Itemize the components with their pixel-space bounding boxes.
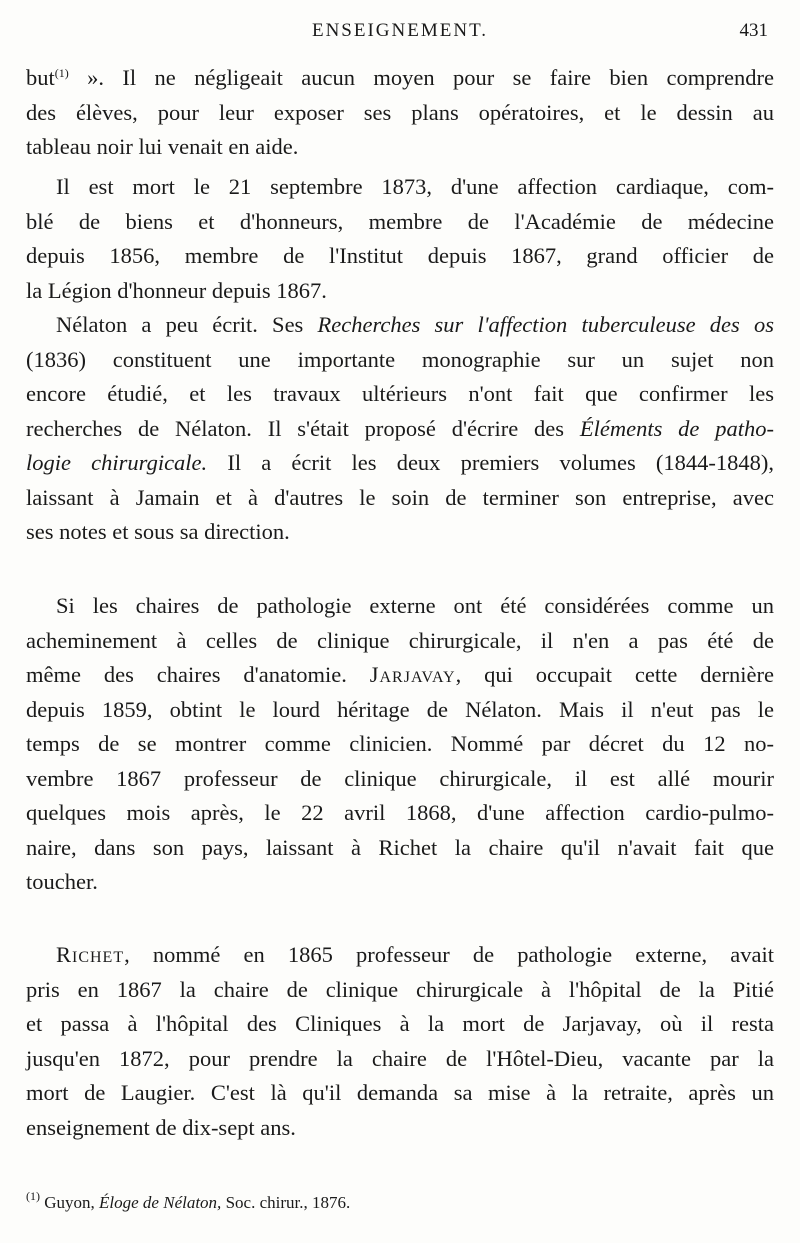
text-line: pris en 1867 la chaire de clinique chirurgicale à l'hôpital de la Pitié (26, 976, 774, 1002)
text-line: jusqu'en 1872, pour prendre la chaire de l'Hôtel-Dieu, vacante par la (26, 1045, 774, 1071)
text-line: des élèves, pour leur exposer ses plans opératoires, et le dessin au (26, 99, 774, 125)
text-line: naire, dans son pays, laissant à Richet la chaire qu'il n'avait fait que (26, 834, 774, 860)
text-line: ses notes et sous sa direction. (26, 519, 290, 544)
page-header (0, 20, 800, 52)
text-line: recherches de Nélaton. Il s'était proposé d'écrire des Éléments de patho- (26, 415, 774, 441)
text-line: mort de Laugier. C'est là qu'il demanda sa mise à la retraite, après un (26, 1080, 774, 1105)
text-line: acheminement à celles de clinique chirurgicale, il n'en a pas été de (26, 627, 774, 653)
text-line: but$^{(1)}$ ». Il ne négligeait aucun moyen pour se faire bien comprendre (26, 65, 774, 90)
book-title: Recherches sur l'affection tuberculeuse des os (317, 312, 774, 337)
text-line: quelques mois après, le 22 avril 1868, d'une affection cardio-pulmo- (26, 800, 774, 825)
text-line: Il est mort le 21 septembre 1873, d'une affection cardiaque, com- (56, 174, 774, 199)
text-line: Richet, nommé en 1865 professeur de pathologie externe, avait (56, 942, 774, 967)
footnote: $^{(1)}$ Guyon, Éloge de Nélaton, Soc. chirur., 1876. (26, 1189, 351, 1212)
text-line: toucher. (26, 869, 98, 894)
text-line: (1836) constituent une importante monographie sur un sujet non (26, 346, 774, 372)
paragraph-5 (26, 938, 774, 1145)
running-head: ENSEIGNEMENT. (311, 20, 489, 41)
person-name: Richet (56, 942, 125, 967)
text-line: logie chirurgicale. Il a écrit les deux premiers volumes (1844-1848), (26, 450, 774, 475)
text-line: laissant à Jamain et à d'autres le soin de terminer son entreprise, avec (26, 484, 774, 510)
text-line: temps de se montrer comme clinicien. Nommé par décret du 12 no- (26, 731, 774, 756)
text-line: et passa à l'hôpital des Cliniques à la mort de Jarjavay, où il resta (26, 1011, 774, 1036)
footnote-title: Éloge de Nélaton, (99, 1193, 222, 1212)
book-title: Éléments de patho- (579, 415, 774, 441)
paragraph-2 (26, 170, 774, 308)
book-title: logie chirurgicale. (26, 450, 208, 475)
text-line: depuis 1859, obtint le lourd héritage de Nélaton. Mais il n'eut pas le (26, 696, 774, 722)
footnote-ref: (1) (54, 66, 69, 80)
paragraph-3 (26, 308, 774, 550)
person-name: Jarjavay (369, 662, 456, 687)
text-line: encore étudié, et les travaux ultérieurs n'ont fait que confirmer les (26, 381, 774, 406)
paragraph-4 (26, 589, 774, 900)
text-line: vembre 1867 professeur de clinique chirurgicale, il est allé mourir (26, 765, 774, 791)
text-line: tableau noir lui venait en aide. (26, 134, 299, 159)
text-line: Si les chaires de pathologie externe ont été considérées comme un (56, 593, 774, 618)
footnote-marker: (1) (26, 1189, 40, 1203)
text-line: enseignement de dix-sept ans. (26, 1114, 296, 1140)
text-line: blé de biens et d'honneurs, membre de l'Académie de médecine (26, 208, 774, 234)
page-number: 431 (739, 20, 768, 41)
text-line: Nélaton a peu écrit. Ses Recherches sur l'affection tuberculeuse des os (56, 312, 774, 337)
text-line: même des chaires d'anatomie. Jarjavay, qui occupait cette dernière (26, 662, 775, 687)
text-line: depuis 1856, membre de l'Institut depuis 1867, grand officier de (26, 243, 774, 268)
text-line: la Légion d'honneur depuis 1867. (26, 277, 327, 303)
paragraph-1 (26, 61, 774, 165)
